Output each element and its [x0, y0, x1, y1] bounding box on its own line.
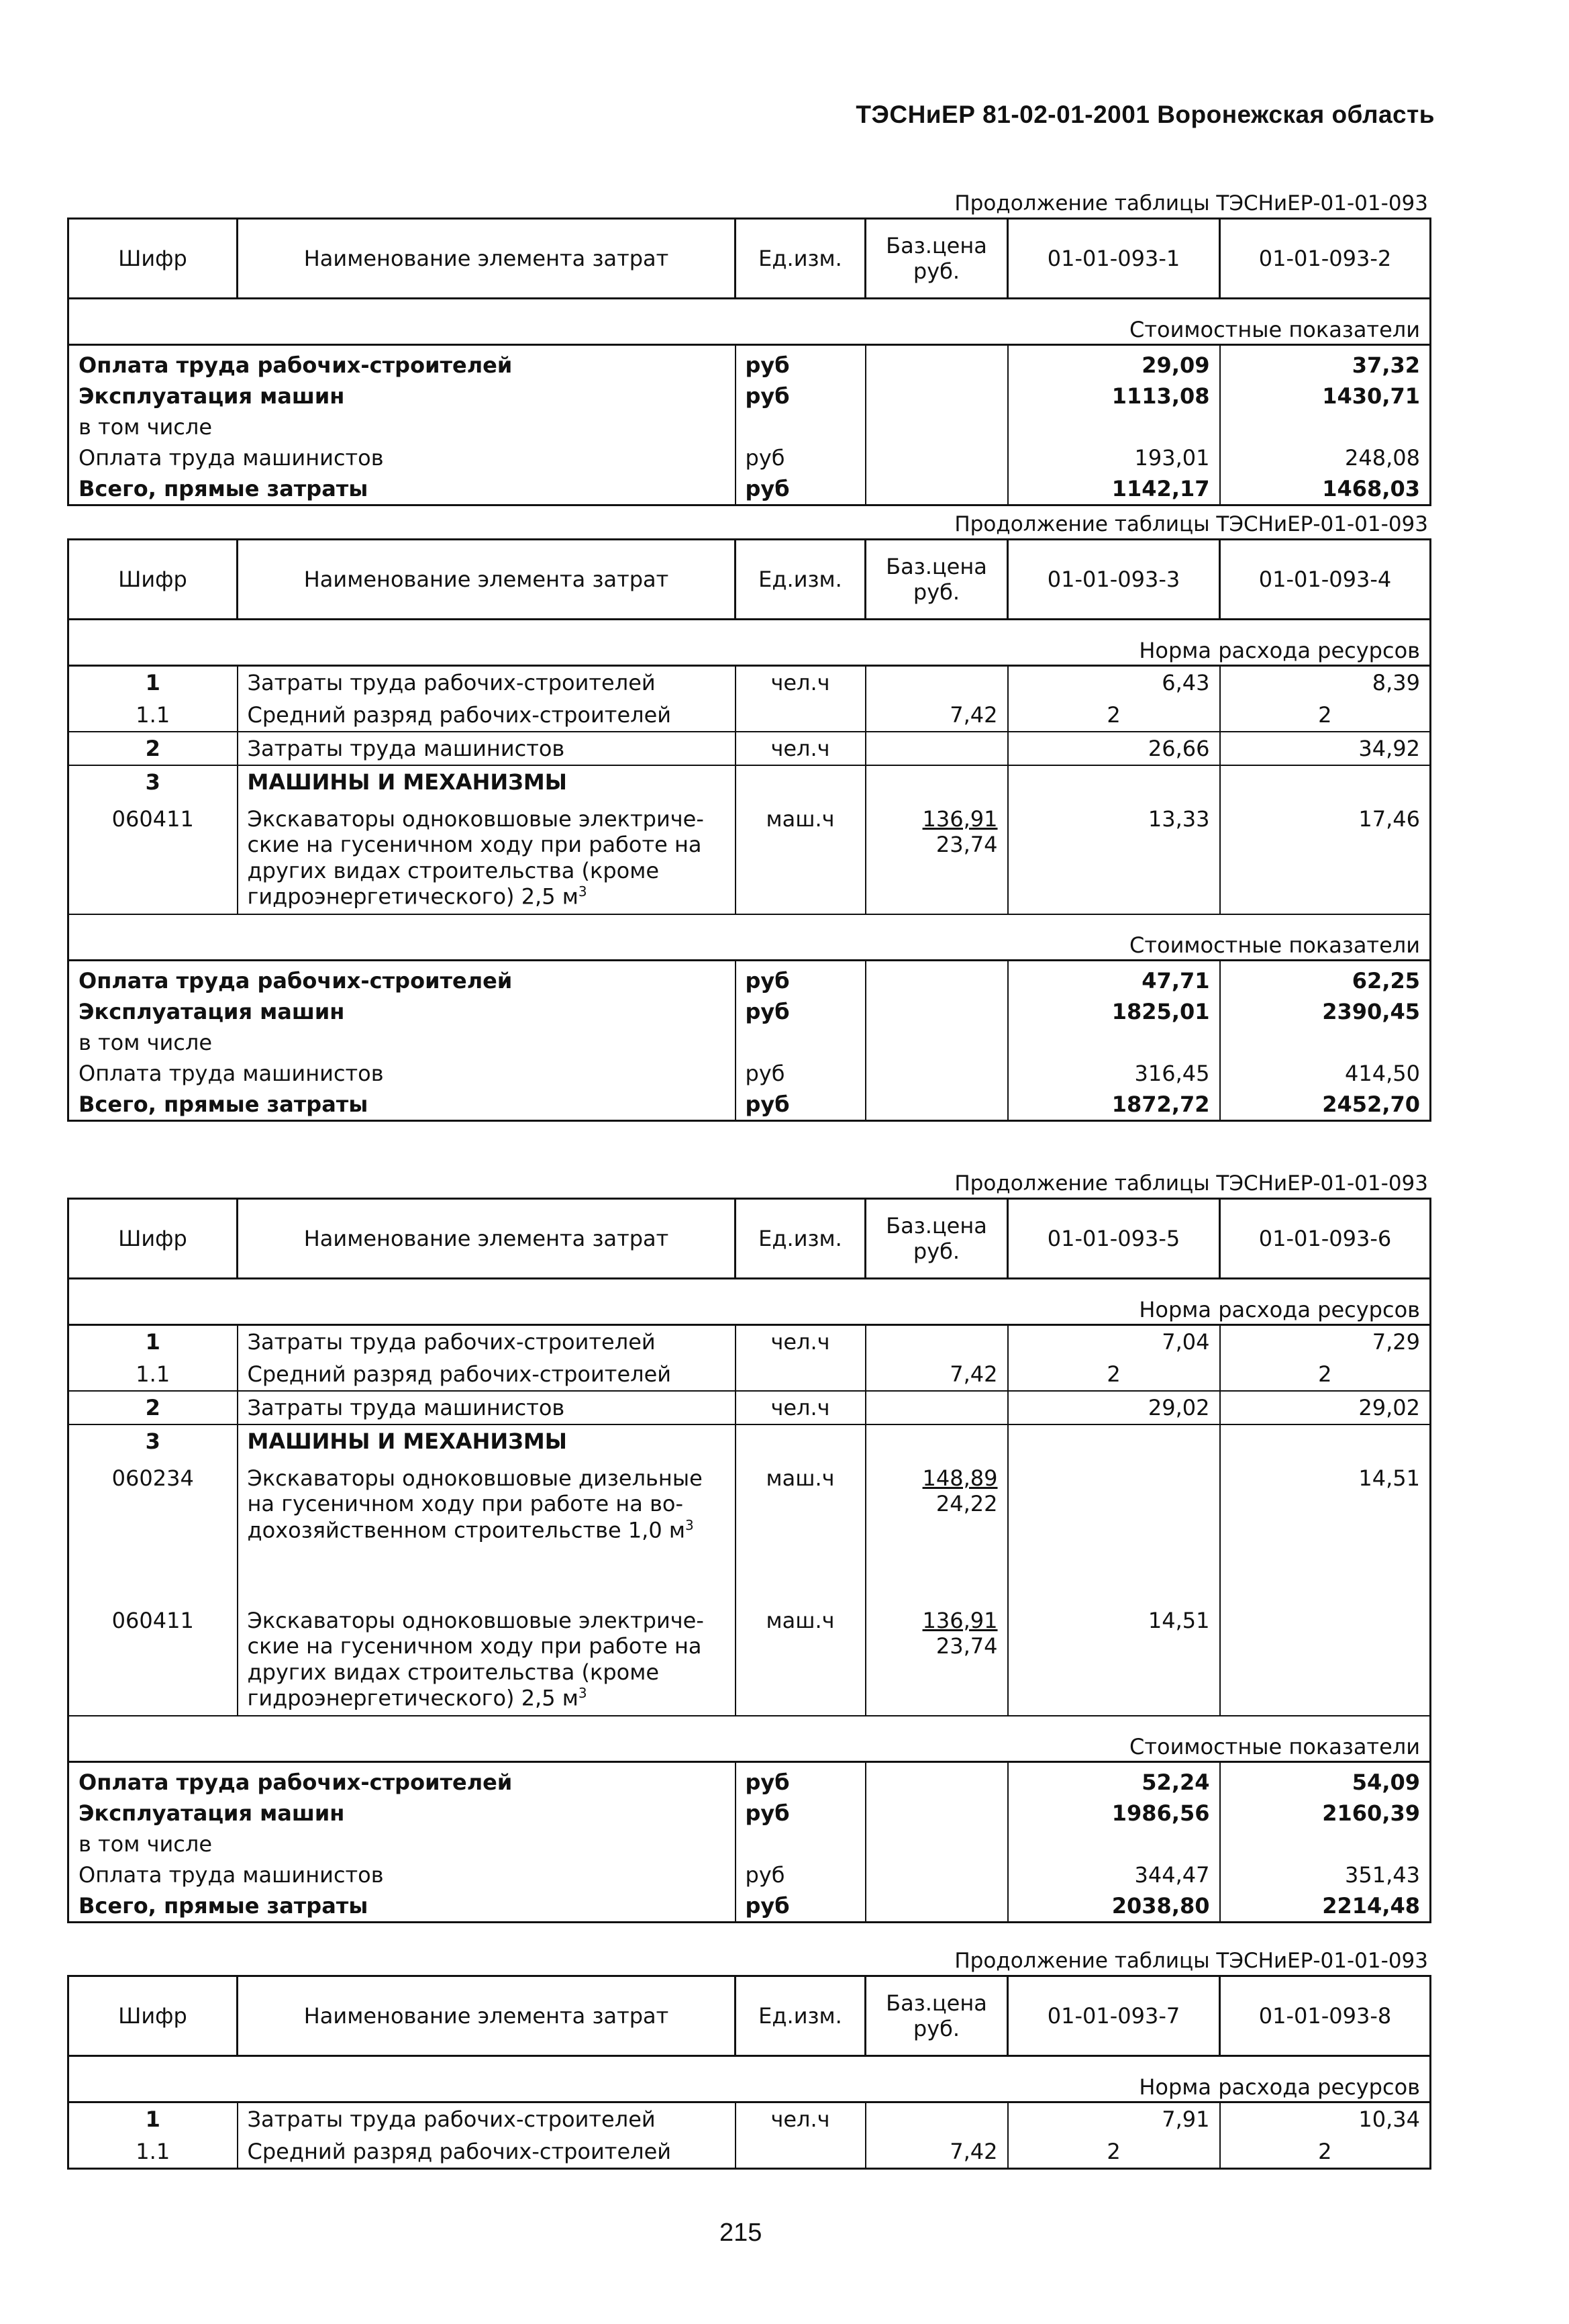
row-code: 1 [68, 2102, 238, 2136]
col-name: Наименование элемента затрат [238, 1199, 736, 1279]
name-line: Экскаваторы одноковшовые электриче- [247, 806, 704, 832]
table-row [68, 1058, 1431, 1089]
table-row [68, 1027, 1431, 1058]
name-line: гидроэнергетического) 2,5 м [247, 1685, 578, 1711]
value-a: 29,02 [1008, 1391, 1220, 1424]
table-row [68, 961, 1431, 997]
value-b [1220, 411, 1431, 442]
value-b [1220, 1424, 1431, 1457]
row-label: Оплата труда рабочих-строителей [68, 961, 736, 997]
row-unit: руб [736, 1058, 866, 1089]
row-name [238, 1457, 736, 1600]
row-label: Эксплуатация машин [68, 1798, 736, 1829]
row-unit [736, 765, 866, 798]
col-price-line2: руб. [913, 2016, 960, 2041]
table-block-3 [67, 1169, 1429, 1923]
table-row [68, 1391, 1431, 1424]
section-norm-label: Норма расхода ресурсов [68, 2056, 1431, 2102]
resource-table-1 [67, 217, 1431, 506]
value-a: 1986,56 [1008, 1798, 1220, 1829]
resource-table-4 [67, 1975, 1431, 2170]
row-price [866, 666, 1008, 699]
table-row [68, 1829, 1431, 1859]
col-norm-a: 01-01-093-5 [1008, 1199, 1220, 1279]
value-a: 2 [1008, 699, 1220, 732]
row-label: Всего, прямые затраты [68, 1890, 736, 1923]
section-row [68, 620, 1431, 666]
name-line: Экскаваторы одноковшовые дизельные [247, 1465, 703, 1491]
section-cost-label: Стоимостные показатели [68, 299, 1431, 345]
row-unit: чел.ч [736, 666, 866, 699]
superscript: 3 [578, 883, 587, 900]
row-price [866, 1890, 1008, 1923]
row-unit [736, 411, 866, 442]
row-price [866, 1829, 1008, 1859]
section-row [68, 1279, 1431, 1325]
row-name [238, 798, 736, 914]
row-price [866, 1058, 1008, 1089]
row-unit [736, 699, 866, 732]
name-line: Экскаваторы одноковшовые электриче- [247, 1608, 704, 1633]
col-price-line2: руб. [913, 1239, 960, 1264]
row-label: Оплата труда рабочих-строителей [68, 1762, 736, 1798]
value-a [1008, 1457, 1220, 1600]
table-caption: Продолжение таблицы ТЭСНиЕР-01-01-093 [954, 1171, 1428, 1196]
name-line: на гусеничном ходу при работе на во- [247, 1491, 684, 1517]
row-unit: маш.ч [736, 1600, 866, 1716]
value-a: 7,04 [1008, 1325, 1220, 1359]
col-norm-b: 01-01-093-2 [1220, 219, 1431, 299]
value-a: 2 [1008, 1358, 1220, 1391]
value-b [1220, 1027, 1431, 1058]
row-price: 7,42 [866, 699, 1008, 732]
row-unit: руб [736, 381, 866, 411]
value-b: 2214,48 [1220, 1890, 1431, 1923]
value-a: 1113,08 [1008, 381, 1220, 411]
name-line: ские на гусеничном ходу при работе на [247, 832, 702, 858]
row-price [866, 961, 1008, 997]
value-b: 10,34 [1220, 2102, 1431, 2136]
header-row [68, 1976, 1431, 2056]
table-caption: Продолжение таблицы ТЭСНиЕР-01-01-093 [954, 191, 1428, 215]
row-code: 060411 [68, 798, 238, 914]
section-norm-label: Норма расхода ресурсов [68, 620, 1431, 666]
row-price [866, 411, 1008, 442]
col-code: Шифр [68, 540, 238, 620]
table-row [68, 1859, 1431, 1890]
row-label: Оплата труда машинистов [68, 1058, 736, 1089]
row-unit: чел.ч [736, 1325, 866, 1359]
row-unit [736, 1027, 866, 1058]
row-code: 3 [68, 765, 238, 798]
table-row [68, 798, 1431, 914]
value-a: 1872,72 [1008, 1089, 1220, 1121]
row-price [866, 1027, 1008, 1058]
price-sub: 24,22 [935, 1491, 998, 1517]
col-price-line2: руб. [913, 258, 960, 284]
row-label: Всего, прямые затраты [68, 473, 736, 505]
table-row [68, 765, 1431, 798]
value-a: 29,09 [1008, 345, 1220, 381]
table-row [68, 2102, 1431, 2136]
row-unit: чел.ч [736, 2102, 866, 2136]
row-code: 1 [68, 1325, 238, 1359]
col-norm-b: 01-01-093-4 [1220, 540, 1431, 620]
table-row [68, 699, 1431, 732]
section-row [68, 914, 1431, 961]
value-a: 7,91 [1008, 2102, 1220, 2136]
row-price [866, 1089, 1008, 1121]
row-unit: руб [736, 345, 866, 381]
table-row [68, 1600, 1431, 1716]
col-unit: Ед.изм. [736, 1976, 866, 2056]
table-row [68, 473, 1431, 505]
row-unit: руб [736, 1762, 866, 1798]
row-unit [736, 1829, 866, 1859]
col-price [866, 1199, 1008, 1279]
value-a: 2 [1008, 2135, 1220, 2169]
table-block-2 [67, 510, 1429, 1122]
col-norm-a: 01-01-093-1 [1008, 219, 1220, 299]
row-label: Оплата труда машинистов [68, 1859, 736, 1890]
row-code: 1.1 [68, 1358, 238, 1391]
section-row [68, 299, 1431, 345]
row-price [866, 1798, 1008, 1829]
row-name [238, 1600, 736, 1716]
value-a: 52,24 [1008, 1762, 1220, 1798]
value-a: 47,71 [1008, 961, 1220, 997]
row-price [866, 1424, 1008, 1457]
col-price-line1: Баз.цена [886, 1212, 987, 1239]
value-b: 37,32 [1220, 345, 1431, 381]
table-row [68, 345, 1431, 381]
table-row [68, 1798, 1431, 1829]
value-a: 1142,17 [1008, 473, 1220, 505]
row-unit [736, 2135, 866, 2169]
page-number: 215 [719, 2219, 762, 2247]
value-b: 7,29 [1220, 1325, 1431, 1359]
row-price [866, 1859, 1008, 1890]
col-norm-a: 01-01-093-3 [1008, 540, 1220, 620]
row-label: Всего, прямые затраты [68, 1089, 736, 1121]
row-code: 2 [68, 1391, 238, 1424]
value-b: 14,51 [1220, 1457, 1431, 1600]
value-a: 1825,01 [1008, 996, 1220, 1027]
table-caption: Продолжение таблицы ТЭСНиЕР-01-01-093 [954, 1949, 1428, 1973]
value-a [1008, 765, 1220, 798]
row-label: в том числе [68, 1829, 736, 1859]
value-b: 29,02 [1220, 1391, 1431, 1424]
header-row [68, 219, 1431, 299]
table-row [68, 1424, 1431, 1457]
value-a: 344,47 [1008, 1859, 1220, 1890]
value-b: 34,92 [1220, 732, 1431, 765]
value-a [1008, 411, 1220, 442]
col-unit: Ед.изм. [736, 219, 866, 299]
col-price [866, 1976, 1008, 2056]
col-price [866, 540, 1008, 620]
row-code: 060411 [68, 1600, 238, 1716]
section-norm-label: Норма расхода ресурсов [68, 1279, 1431, 1325]
row-label: в том числе [68, 411, 736, 442]
col-unit: Ед.изм. [736, 540, 866, 620]
row-unit [736, 1358, 866, 1391]
row-price [866, 381, 1008, 411]
value-a: 193,01 [1008, 442, 1220, 473]
row-unit: чел.ч [736, 732, 866, 765]
value-a: 26,66 [1008, 732, 1220, 765]
row-name: Средний разряд рабочих-строителей [238, 2135, 736, 2169]
table-row [68, 1890, 1431, 1923]
row-unit: маш.ч [736, 1457, 866, 1600]
section-row [68, 2056, 1431, 2102]
col-name: Наименование элемента затрат [238, 219, 736, 299]
value-b: 8,39 [1220, 666, 1431, 699]
table-row [68, 2135, 1431, 2169]
price-main: 136,91 [922, 1608, 998, 1633]
row-price [866, 1325, 1008, 1359]
table-caption: Продолжение таблицы ТЭСНиЕР-01-01-093 [954, 512, 1428, 536]
row-price [866, 1457, 1008, 1600]
name-line: ские на гусеничном ходу при работе на [247, 1633, 702, 1659]
row-label: Эксплуатация машин [68, 996, 736, 1027]
value-b: 62,25 [1220, 961, 1431, 997]
table-row [68, 1089, 1431, 1121]
row-code: 2 [68, 732, 238, 765]
row-name: Средний разряд рабочих-строителей [238, 699, 736, 732]
superscript: 3 [578, 1685, 587, 1702]
row-unit: руб [736, 1859, 866, 1890]
col-name: Наименование элемента затрат [238, 540, 736, 620]
row-unit: маш.ч [736, 798, 866, 914]
name-line: гидроэнергетического) 2,5 м [247, 883, 578, 910]
row-code: 060234 [68, 1457, 238, 1600]
value-b [1220, 1600, 1431, 1716]
value-b [1220, 765, 1431, 798]
row-price [866, 1391, 1008, 1424]
col-norm-b: 01-01-093-6 [1220, 1199, 1431, 1279]
col-price-line1: Баз.цена [886, 232, 987, 258]
table-block-1 [67, 189, 1429, 506]
row-unit: руб [736, 442, 866, 473]
resource-table-3 [67, 1198, 1431, 1923]
table-block-4 [67, 1947, 1429, 2170]
col-price-line2: руб. [913, 579, 960, 605]
value-b: 1468,03 [1220, 473, 1431, 505]
superscript: 3 [685, 1516, 694, 1533]
col-unit: Ед.изм. [736, 1199, 866, 1279]
row-name: Затраты труда рабочих-строителей [238, 1325, 736, 1359]
value-a [1008, 1027, 1220, 1058]
table-row [68, 1358, 1431, 1391]
table-row [68, 996, 1431, 1027]
row-price [866, 1600, 1008, 1716]
row-unit: руб [736, 1890, 866, 1923]
table-row [68, 666, 1431, 699]
value-a: 2038,80 [1008, 1890, 1220, 1923]
resource-table-2 [67, 538, 1431, 1122]
value-b: 2452,70 [1220, 1089, 1431, 1121]
row-code: 1.1 [68, 2135, 238, 2169]
row-price: 7,42 [866, 2135, 1008, 2169]
row-name: Затраты труда машинистов [238, 732, 736, 765]
row-price: 7,42 [866, 1358, 1008, 1391]
value-a: 6,43 [1008, 666, 1220, 699]
row-label: в том числе [68, 1027, 736, 1058]
value-a [1008, 1829, 1220, 1859]
table-row [68, 411, 1431, 442]
row-label: Эксплуатация машин [68, 381, 736, 411]
row-name: МАШИНЫ И МЕХАНИЗМЫ [238, 1424, 736, 1457]
col-name: Наименование элемента затрат [238, 1976, 736, 2056]
price-main: 148,89 [922, 1465, 998, 1491]
col-price [866, 219, 1008, 299]
row-unit: руб [736, 473, 866, 505]
row-code: 1 [68, 666, 238, 699]
header-row [68, 540, 1431, 620]
row-name: Средний разряд рабочих-строителей [238, 1358, 736, 1391]
row-price [866, 473, 1008, 505]
value-b: 2 [1220, 699, 1431, 732]
col-norm-b: 01-01-093-8 [1220, 1976, 1431, 2056]
value-a: 14,51 [1008, 1600, 1220, 1716]
value-b: 54,09 [1220, 1762, 1431, 1798]
row-name: МАШИНЫ И МЕХАНИЗМЫ [238, 765, 736, 798]
value-b: 2390,45 [1220, 996, 1431, 1027]
page-header: ТЭСНиЕР 81-02-01-2001 Воронежская область [856, 101, 1435, 128]
col-price-line1: Баз.цена [886, 553, 987, 579]
row-price [866, 2102, 1008, 2136]
col-code: Шифр [68, 1976, 238, 2056]
value-b: 2160,39 [1220, 1798, 1431, 1829]
row-name: Затраты труда машинистов [238, 1391, 736, 1424]
row-unit [736, 1424, 866, 1457]
col-norm-a: 01-01-093-7 [1008, 1976, 1220, 2056]
value-b: 2 [1220, 2135, 1431, 2169]
row-code: 1.1 [68, 699, 238, 732]
name-line: других видах строительства (кроме [247, 1659, 660, 1685]
row-price [866, 996, 1008, 1027]
price-main: 136,91 [922, 806, 998, 832]
value-b: 17,46 [1220, 798, 1431, 914]
value-a [1008, 1424, 1220, 1457]
row-unit: руб [736, 1089, 866, 1121]
price-sub: 23,74 [935, 832, 998, 858]
row-label: Оплата труда рабочих-строителей [68, 345, 736, 381]
section-cost-label: Стоимостные показатели [68, 1716, 1431, 1762]
row-label: Оплата труда машинистов [68, 442, 736, 473]
name-line: других видах строительства (кроме [247, 857, 660, 883]
row-price [866, 732, 1008, 765]
value-a: 13,33 [1008, 798, 1220, 914]
header-row [68, 1199, 1431, 1279]
value-b: 351,43 [1220, 1859, 1431, 1890]
table-row [68, 381, 1431, 411]
col-price-line1: Баз.цена [886, 1990, 987, 2016]
col-code: Шифр [68, 1199, 238, 1279]
table-row [68, 442, 1431, 473]
price-sub: 23,74 [935, 1633, 998, 1659]
row-unit: чел.ч [736, 1391, 866, 1424]
row-price [866, 345, 1008, 381]
section-row [68, 1716, 1431, 1762]
value-b: 1430,71 [1220, 381, 1431, 411]
value-b [1220, 1829, 1431, 1859]
row-name: Затраты труда рабочих-строителей [238, 2102, 736, 2136]
row-unit: руб [736, 996, 866, 1027]
table-row [68, 1325, 1431, 1359]
row-unit: руб [736, 961, 866, 997]
row-price [866, 798, 1008, 914]
table-row [68, 732, 1431, 765]
value-a: 316,45 [1008, 1058, 1220, 1089]
row-unit: руб [736, 1798, 866, 1829]
table-row [68, 1762, 1431, 1798]
section-cost-label: Стоимостные показатели [68, 914, 1431, 961]
row-price [866, 442, 1008, 473]
row-price [866, 1762, 1008, 1798]
row-name: Затраты труда рабочих-строителей [238, 666, 736, 699]
row-price [866, 765, 1008, 798]
value-b: 2 [1220, 1358, 1431, 1391]
row-code: 3 [68, 1424, 238, 1457]
value-b: 414,50 [1220, 1058, 1431, 1089]
col-code: Шифр [68, 219, 238, 299]
name-line: дохозяйственном строительстве 1,0 м [247, 1517, 686, 1543]
table-row [68, 1457, 1431, 1600]
value-b: 248,08 [1220, 442, 1431, 473]
